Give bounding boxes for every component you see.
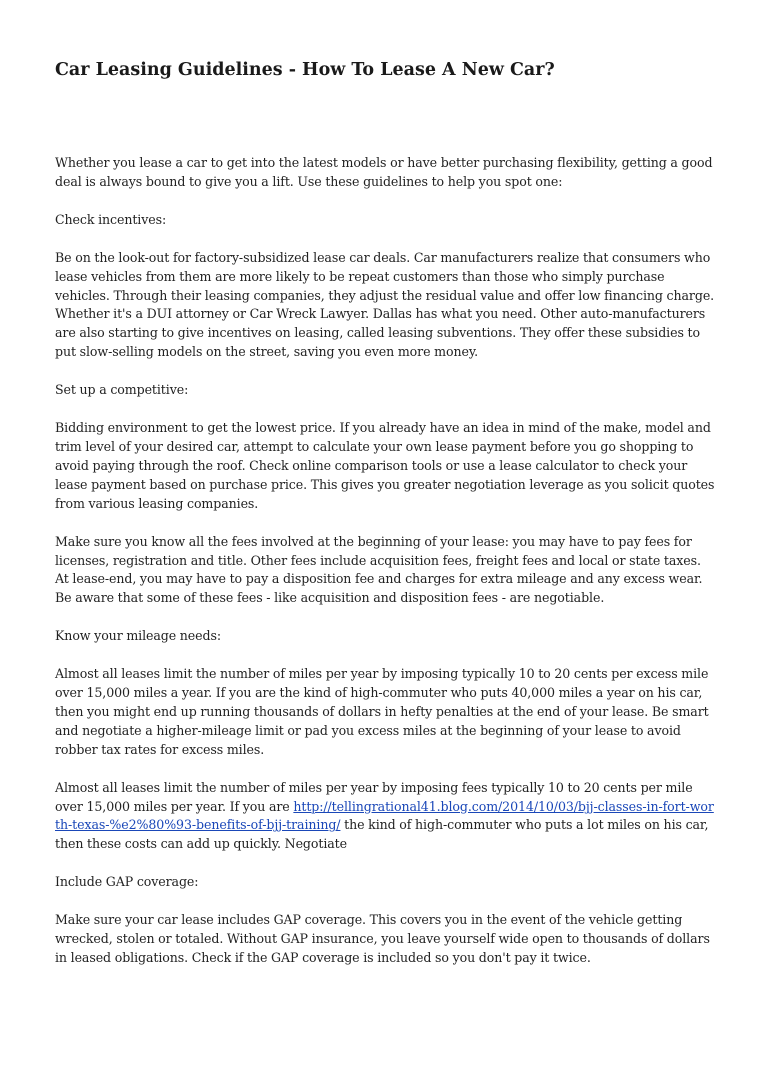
competitive-heading: Set up a competitive: <box>55 382 189 398</box>
mileage-heading: Know your mileage needs: <box>55 628 221 644</box>
gap-heading: Include GAP coverage: <box>55 874 199 890</box>
mileage-fees-paragraph <box>55 779 718 855</box>
intro-paragraph: Whether you lease a car to get into the latest models or have better purchasing flexibility, getting a good deal is always bound to give you a lift. Use these guidelines to help you spot one: <box>55 155 713 189</box>
competitive-paragraph: Bidding environment to get the lowest price. If you already have an idea in mind of the make, model and trim level of your desired car, attempt to calculate your own lease payment before you go shopping to avoid paying through the roof. Check online comparison tools or use a lease calculator to check your lease payment based on purchase price. This gives you greater negotiation leverage as you solicit quotes from various leasing companies. <box>55 420 715 511</box>
check-incentives-heading: Check incentives: <box>55 211 167 227</box>
check-incentives-paragraph: Be on the look-out for factory-subsidized lease car deals. Car manufacturers realize that consumers who lease vehicles from them are more likely to be repeat customers than those who simply purchase vehicles. Through their leasing companies, they adjust the residual value and offer low financing charge. Whether it's a DUI attorney or Car Wreck Lawyer. Dallas has what you need. Other auto-manufacturers are also starting to give incentives on leasing, called leasing subventions. They offer these subsidies to put slow-selling models on the street, saving you even more money. <box>55 249 715 360</box>
mileage-fees-text-end: the kind of high-commuter who puts a lot miles on his car, then these costs can add up quickly. Negotiate <box>55 817 709 852</box>
blog-link[interactable]: http://tellingrational41.blog.com/2014/10/03/bjj-classes-in-fort-worth-texas-%e2%80%93-benefits-of-bjj-training/ <box>55 798 714 833</box>
mileage-paragraph: Almost all leases limit the number of miles per year by imposing typically 10 to 20 cents per excess mile over 15,000 miles a year. If you are the kind of high-commuter who puts 40,000 miles a year on his car, then you might end up running thousands of dollars in hefty penalties at the end of your lease. Be smart and negotiate a higher-mileage limit or pad you excess miles at the beginning of your lease to avoid robber tax rates for excess miles. <box>55 666 709 757</box>
gap-paragraph: Make sure your car lease includes GAP coverage. This covers you in the event of the vehicle getting wrecked, stolen or totaled. Without GAP insurance, you leave yourself wide open to thousands of dollars in leased obligations. Check if the GAP coverage is included so you don't pay it twice. <box>55 912 710 965</box>
fees-paragraph: Make sure you know all the fees involved at the beginning of your lease: you may have to pay fees for licenses, registration and title. Other fees include acquisition fees, freight fees and local or state taxes. At lease-end, you may have to pay a disposition fee and charges for extra mileage and any excess wear. Be aware that some of these fees - like acquisition and disposition fees - are negotiable. <box>55 533 703 606</box>
page-title: Car Leasing Guidelines - How To Lease A New Car? <box>55 60 555 80</box>
document-body <box>55 154 718 968</box>
mileage-fees-text-start: Almost all leases limit the number of miles per year by imposing fees typically 10 to 20 cents per mile over 15,000 miles per year. If you are <box>55 779 693 814</box>
